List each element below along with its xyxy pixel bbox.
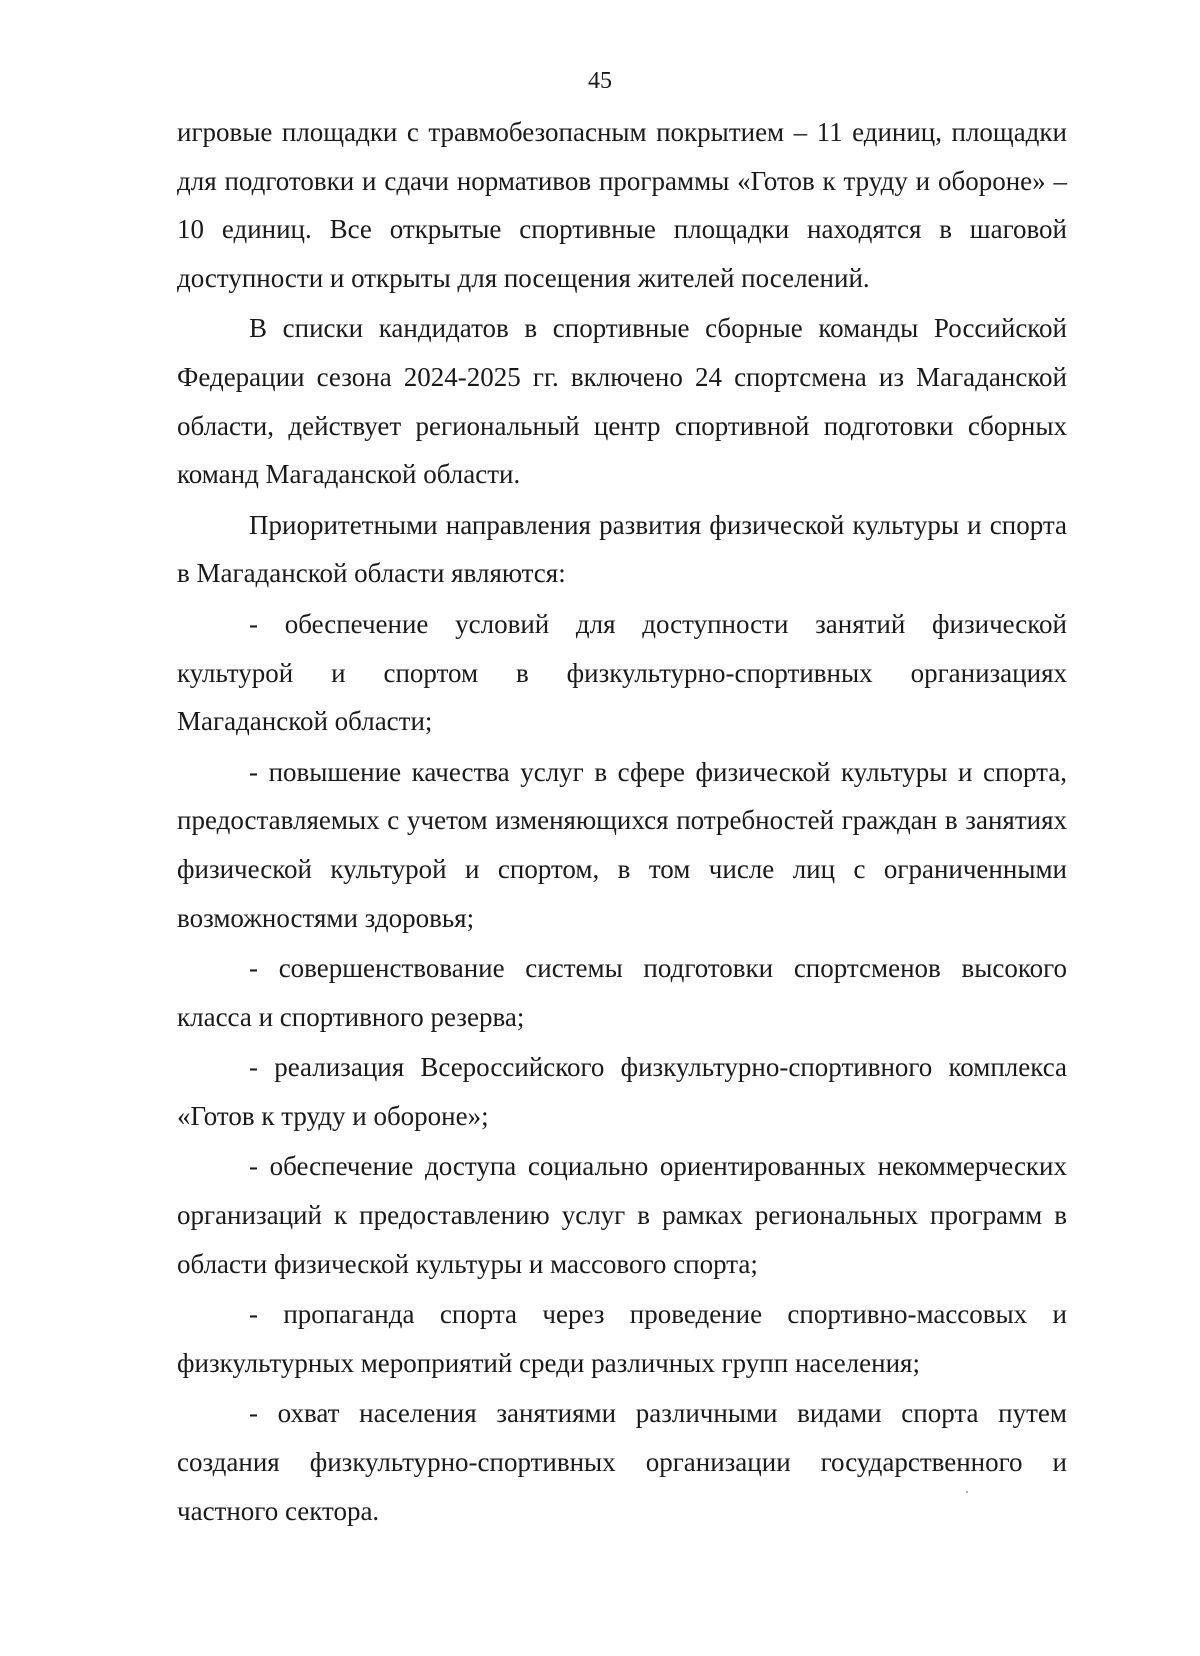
list-item-service-quality: - повышение качества услуг в сфере физической культуры и спорта, предоставляемых с учетом изменяющихся потребностей граждан в занятиях физической культурой и спортом, в том числе лиц с ограниченными возможностями здоровья; [177,756,1067,933]
list-item-nonprofit-access: - обеспечение доступа социально ориентированных некоммерческих организаций к предоставлению услуг в рамках региональных программ в области физической культуры и массового спорта; [177,1151,1067,1279]
paragraph-candidates: В списки кандидатов в спортивные сборные команды Российской Федерации сезона 2024-2025 гг. включено 24 спортсмена из Магаданской области, действует региональный центр спортивной подготовки сборных команд Магаданской области. [177,313,1067,490]
list-item-population-coverage: - охват населения занятиями различными видами спорта путем создания физкультурно-спортивных организации государственного и частного сектора. [177,1398,1067,1526]
paragraph-priorities-intro: Приоритетными направления развития физической культуры и спорта в Магаданской области являются: [177,509,1067,589]
page-number: 45 [588,68,612,94]
list-item-gto-complex: - реализация Всероссийского физкультурно-спортивного комплекса «Готов к труду и обороне»; [177,1052,1067,1131]
scan-speck [966,1491,968,1493]
list-item-sport-promotion: - пропаганда спорта через проведение спортивно-массовых и физкультурных мероприятий среди различных групп населения; [177,1299,1067,1378]
document-body [177,108,1067,1537]
list-item-athlete-training: - совершенствование системы подготовки спортсменов высокого класса и спортивного резерва; [177,953,1067,1032]
paragraph-continuation: игровые площадки с травмобезопасным покрытием – 11 единиц, площадки для подготовки и сдачи нормативов программы «Готов к труду и обороне» – 10 единиц. Все открытые спортивные площадки находятся в шаговой доступности и открыты для посещения жителей поселений. [177,117,1067,293]
list-item-accessibility: - обеспечение условий для доступности занятий физической культурой и спортом в физкультурно-спортивных организациях Магаданской области; [177,608,1067,737]
